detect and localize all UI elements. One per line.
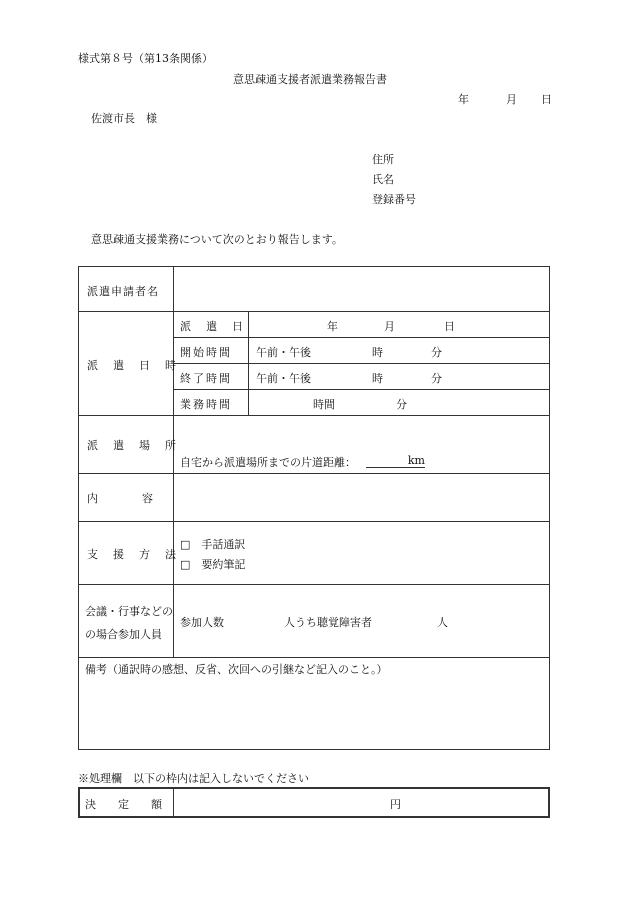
content-label: 内 容 — [87, 492, 153, 505]
distance-field — [366, 454, 425, 468]
date-month: 月 — [506, 93, 517, 106]
end-time-label: 終了時間 — [180, 372, 232, 385]
work-min: 分 — [396, 398, 407, 411]
end-hour: 時 — [372, 372, 383, 385]
form-title: 意思疎通支援者派遣業務報告書 — [233, 73, 387, 86]
applicant-label: 派遣申請者名 — [87, 285, 159, 298]
participants-unit: 人 — [437, 616, 448, 629]
dispatch-datetime-label: 派 遣 日 時 — [87, 359, 178, 372]
registration-label: 登録番号 — [372, 193, 416, 206]
participants-label: 参加人数 — [180, 616, 224, 629]
start-time-label: 開始時間 — [180, 346, 232, 359]
remarks-label: 備考（通訳時の感想、反省、次回への引継など記入のこと。） — [85, 663, 388, 676]
start-min: 分 — [431, 346, 442, 359]
participants-hearing: 人うち聴覚障害者 — [284, 616, 372, 629]
distance-text: 自宅から派遣場所までの片道距離： — [180, 456, 356, 469]
amount-unit: 円 — [390, 798, 401, 811]
method-sign-language: □ 手話通訳 — [180, 538, 246, 551]
amount-label: 決 定 額 — [85, 798, 162, 811]
end-min: 分 — [431, 372, 442, 385]
place-label: 派 遣 場 所 — [87, 439, 178, 452]
intro-text: 意思疎通支援業務について次のとおり報告します。 — [91, 233, 343, 246]
method-label: 支 援 方 法 — [87, 548, 178, 561]
name-label: 氏名 — [372, 173, 394, 186]
dispatch-day-year: 年 — [327, 320, 338, 333]
meeting-label-line1: 会議・行事などの — [85, 605, 173, 618]
processing-note: ※処理欄 以下の枠内は記入しないでください — [78, 772, 309, 785]
distance-unit: km — [407, 454, 425, 467]
dispatch-day-day: 日 — [444, 320, 455, 333]
address-label: 住所 — [372, 153, 394, 166]
work-time-label: 業務時間 — [180, 398, 232, 411]
date-day: 日 — [541, 93, 552, 106]
dispatch-day-label: 派 遣 日 — [180, 320, 245, 333]
end-ampm: 午前・午後 — [256, 372, 311, 385]
start-hour: 時 — [372, 346, 383, 359]
form-number: 様式第８号（第13条関係） — [78, 52, 213, 65]
dispatch-day-month: 月 — [384, 320, 395, 333]
start-ampm: 午前・午後 — [256, 346, 311, 359]
date-year: 年 — [458, 93, 469, 106]
addressee: 佐渡市長 様 — [91, 112, 157, 125]
method-summary-writing: □ 要約筆記 — [180, 558, 246, 571]
work-hours: 時間 — [313, 398, 335, 411]
meeting-label-line2: の場合参加人員 — [85, 628, 162, 641]
